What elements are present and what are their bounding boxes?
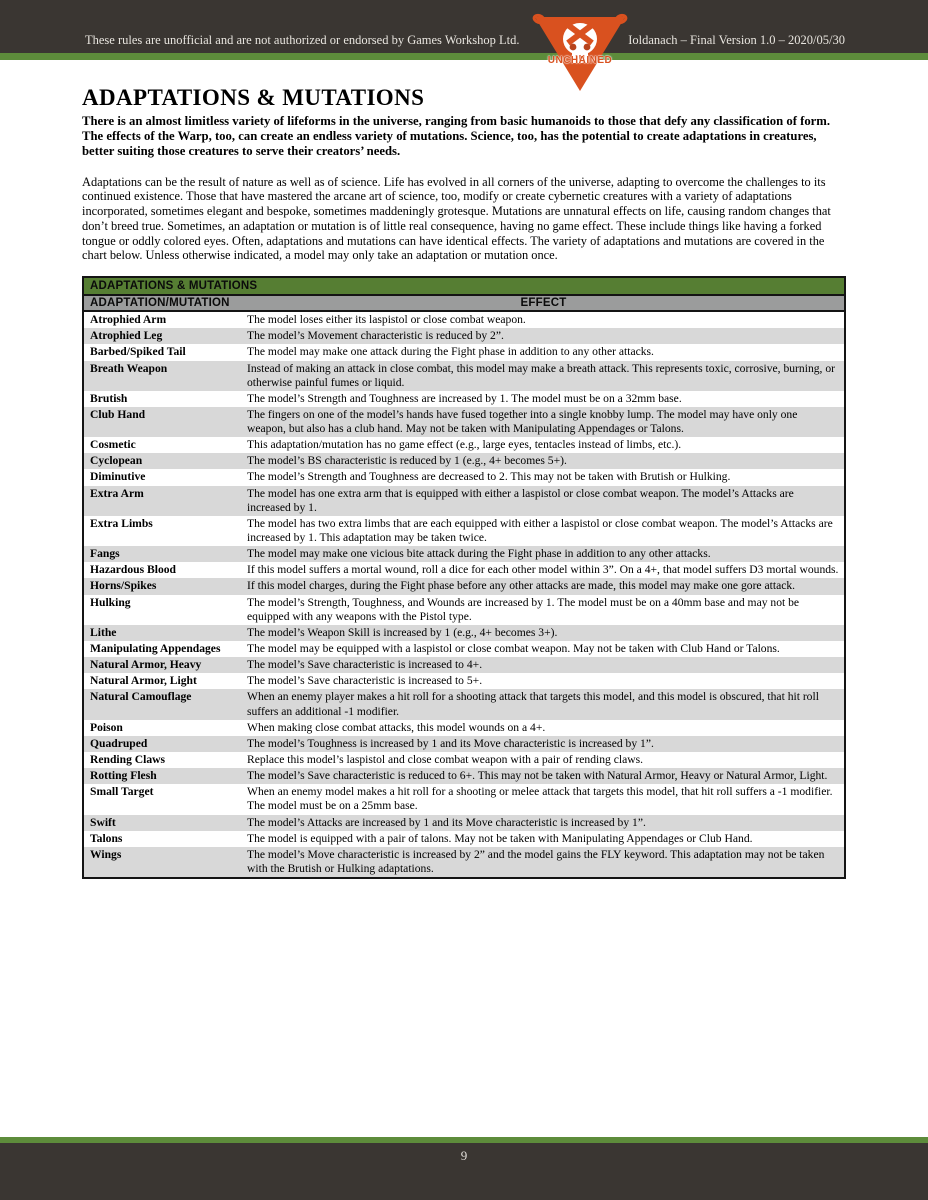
adaptation-name: Natural Camouflage [90,690,192,704]
adaptation-name: Atrophied Arm [90,313,167,327]
adaptation-name: Club Hand [90,407,146,421]
adaptation-effect: The model’s BS characteristic is reduced by 1 (e.g., 4+ becomes 5+). [247,454,567,468]
table-row [83,391,845,407]
column-header-adaptation: ADAPTATION/MUTATION [83,295,241,311]
table-row [83,578,845,594]
header-bar [0,0,928,53]
adaptation-name: Cyclopean [90,454,143,468]
adaptation-name: Horns/Spikes [90,579,157,593]
intro-paragraph: There is an almost limitless variety of lifeforms in the universe, ranging from basic humanoids to those that defy any classification of form. The effects of the Warp, too, can create an endless variety of mutations. Science, too, has the potential to create adaptations in creatures, better suiting those creatures to serve their creators’ needs. [82,114,831,158]
table-row [83,407,845,437]
table-row [83,657,845,673]
table-header-row [83,295,845,311]
adaptation-effect: The model’s Strength and Toughness are decreased to 2. This may not be taken with Brutish or Hulking. [247,470,731,484]
adaptation-effect: The model’s Strength and Toughness are increased by 1. The model must be on a 32mm base. [247,391,682,405]
adaptation-effect: The model’s Toughness is increased by 1 and its Move characteristic is increased by 1”. [247,736,654,750]
adaptation-effect: The model is equipped with a pair of talons. May not be taken with Manipulating Appendages or Club Hand. [247,831,753,845]
adaptation-effect: When an enemy model makes a hit roll for a shooting or melee attack that targets this model, that hit roll suffers a -1 modifier. The model must be on a 25mm base. [247,785,833,813]
adaptation-effect: The model’s Weapon Skill is increased by 1 (e.g., 4+ becomes 3+). [247,625,558,639]
adaptation-effect: The model’s Move characteristic is increased by 2” and the model gains the FLY keyword. This adaptation may not be taken with the Brutish or Hulking adaptations. [247,847,825,875]
disclaimer-text: These rules are unofficial and are not authorized or endorsed by Games Workshop Ltd. [85,33,520,47]
adaptation-effect: The model’s Movement characteristic is reduced by 2”. [247,329,504,343]
adaptation-name: Fangs [90,547,120,561]
adaptation-name: Small Target [90,785,154,799]
table-row [83,562,845,578]
adaptation-name: Breath Weapon [90,361,168,375]
logo-text: UNCHAINED [547,55,613,66]
adaptation-effect: The model’s Save characteristic is increased to 5+. [247,674,483,688]
table-row [83,689,845,719]
header-green-stripe [0,53,928,60]
adaptation-name: Wings [90,847,122,861]
adaptation-effect: The model may make one vicious bite attack during the Fight phase in addition to any other attacks. [247,547,711,561]
table-row [83,625,845,641]
table-row [83,469,845,485]
adaptation-name: Extra Limbs [90,516,153,530]
footer-bar [0,1143,928,1200]
table-row [83,673,845,689]
adaptation-effect: The model may make one attack during the Fight phase in addition to any other attacks. [247,345,654,359]
table-row [83,546,845,562]
page-title: ADAPTATIONS & MUTATIONS [82,85,425,110]
table-row [83,328,845,344]
table-row [83,784,845,814]
body-paragraph: Adaptations can be the result of nature as well as of science. Life has evolved in all corners of the universe, adapting to overcome the challenges to its continued existence. Those that have mastered the arcane art of science, too, modify or create cybernetic creatures with a variety of adaptations incorporated, sometimes elegant and bespoke, sometimes maddeningly grotesque. Mutations are unnatural effects on life, causing random changes that don’t breed true. Sometimes, an adaptation or mutation is of little real consequence, having no game effect. These include things like having a forked tongue or oddly colored eyes. Often, adaptations and mutations can have identical effects. The variety of adaptations and mutations are covered in the chart below. Unless otherwise indicated, a model may only take an adaptation or mutation once. [82,174,831,263]
adaptation-name: Swift [90,815,116,829]
adaptation-effect: The model’s Save characteristic is increased to 4+. [247,658,483,672]
table-row [83,831,845,847]
table-body [83,311,845,878]
skull-triangle-icon [529,11,631,95]
table-row [83,847,845,878]
adaptation-name: Barbed/Spiked Tail [90,345,186,359]
adaptation-effect: When an enemy player makes a hit roll for a shooting attack that targets this model, and this model is obscured, that hit roll suffers an additional -1 modifier. [247,690,819,718]
adaptation-name: Natural Armor, Light [90,674,197,688]
adaptation-name: Poison [90,720,123,734]
adaptation-name: Cosmetic [90,438,136,452]
adaptation-name: Diminutive [90,470,146,484]
adaptation-effect: The model may be equipped with a laspistol or close combat weapon. May not be taken with Club Hand or Talons. [247,642,780,656]
table-row [83,453,845,469]
table-title-row [83,277,845,295]
table-row [83,344,845,360]
adaptation-name: Talons [90,831,123,845]
document-body [82,60,846,879]
column-header-effect: EFFECT [241,295,845,311]
adaptation-effect: The model loses either its laspistol or close combat weapon. [247,313,526,327]
table-row [83,437,845,453]
adaptation-effect: The model’s Strength, Toughness, and Wounds are increased by 1. The model must be on a 40mm base and may not be equipped with any weapons with the Pistol type. [247,595,800,623]
table-title: ADAPTATIONS & MUTATIONS [83,277,845,295]
adaptation-name: Hazardous Blood [90,563,177,577]
adaptation-name: Rotting Flesh [90,769,157,783]
adaptation-effect: The model’s Save characteristic is reduced to 6+. This may not be taken with Natural Armor, Heavy or Natural Armor, Light. [247,769,828,783]
adaptation-name: Extra Arm [90,486,144,500]
adaptation-name: Lithe [90,625,117,639]
adaptation-effect: Replace this model’s laspistol and close combat weapon with a pair of rending claws. [247,753,644,767]
adaptation-name: Manipulating Appendages [90,642,221,656]
table-row [83,361,845,391]
table-row [83,516,845,546]
adaptation-name: Brutish [90,391,128,405]
adaptation-effect: The model has one extra arm that is equipped with either a laspistol or close combat weapon. The model’s Attacks are increased by 1. [247,486,794,514]
adaptation-effect: If this model suffers a mortal wound, roll a dice for each other model within 3”. On a 4+, that model suffers D3 mortal wounds. [247,563,839,577]
adaptation-name: Natural Armor, Heavy [90,658,202,672]
adaptation-effect: The fingers on one of the model’s hands have fused together into a single knobby lump. The model may have only one weapon, but also has a club hand. May not be taken with Manipulating Appendages or Talons. [247,407,798,436]
table-row [83,720,845,736]
unchained-logo [529,11,631,95]
table-row [83,736,845,752]
page-number: 9 [460,1148,468,1163]
adaptation-effect: When making close combat attacks, this model wounds on a 4+. [247,720,546,734]
table-row [83,752,845,768]
table-row [83,768,845,784]
adaptation-effect: The model has two extra limbs that are each equipped with either a laspistol or close combat weapon. The model’s Attacks are increased by 1. This adaptation may be taken twice. [247,516,833,545]
adaptation-name: Atrophied Leg [90,329,163,343]
adaptation-effect: Instead of making an attack in close combat, this model may make a breath attack. This represents toxic, corrosive, burning, or otherwise painful fumes or liquid. [247,361,835,389]
adaptation-effect: If this model charges, during the Fight phase before any other attacks are made, this model may make one gore attack. [247,579,796,593]
table-row [83,595,845,625]
adaptation-name: Hulking [90,595,131,609]
table-row [83,815,845,831]
table-row [83,311,845,328]
adaptation-name: Quadruped [90,736,148,750]
adaptation-effect: The model’s Attacks are increased by 1 and its Move characteristic is increased by 1”. [247,815,646,829]
table-row [83,641,845,657]
adaptation-effect: This adaptation/mutation has no game effect (e.g., large eyes, tentacles instead of limbs, etc.). [247,438,682,452]
table-row [83,486,845,516]
version-text: Ioldanach – Final Version 1.0 – 2020/05/30 [628,33,845,47]
adaptations-table [82,276,846,879]
adaptation-name: Rending Claws [90,753,166,767]
